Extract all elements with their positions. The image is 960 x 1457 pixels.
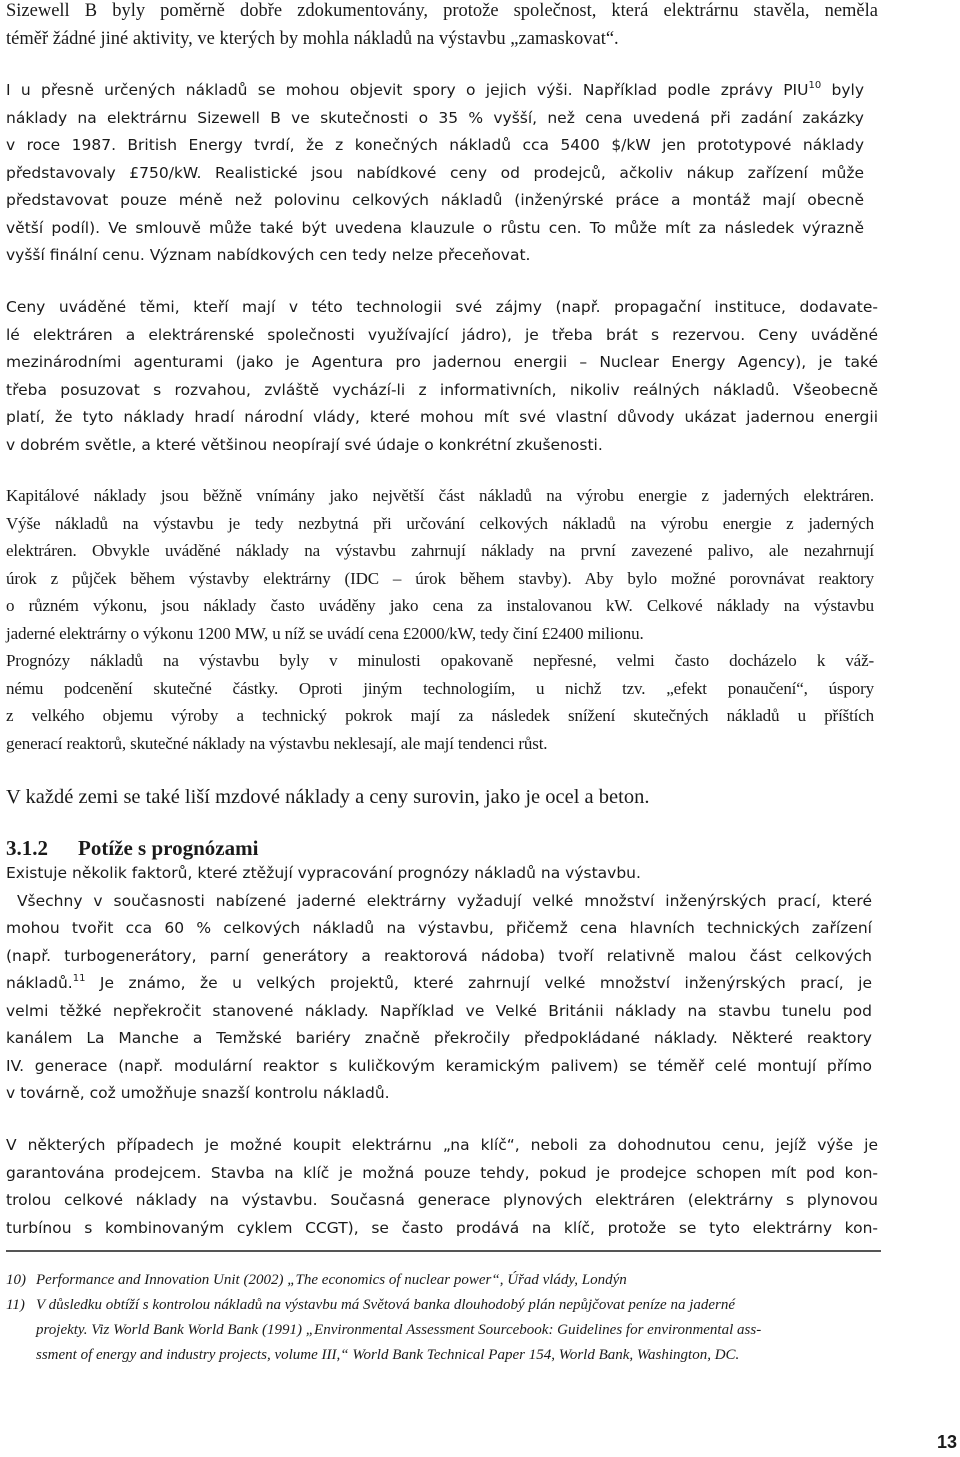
text-line: z velkého objemu výroby a technický pokrok mají za následek snížení skutečných nákladů u příštích — [6, 706, 874, 725]
text-line: nákladů.$^{11}$ Je známo, že u velkých projektů, které zahrnují velké množství inženýrských prací, je — [6, 973, 872, 992]
text-line: trolou celkové náklady na výstavbu. Současná generace plynových elektráren (elektrárny s plynovou — [6, 1191, 878, 1209]
text-line: (např. turbogenerátory, parní generátory a reaktorová nádoba) tvoří relativně malou část celkových — [6, 946, 872, 965]
text-line: představovat pouze méně než polovinu celkových nákladů (inženýrské práce a montáž mají obecně — [6, 191, 864, 209]
text-line: téměř žádné jiné aktivity, ve kterých by mohla nákladů na výstavbu „zamaskovat“. — [6, 28, 619, 49]
text-line: elektráren. Obvykle uváděné náklady na výstavbu zahrnují náklady na první zavezené palivo, ale nezahrnují — [6, 541, 874, 560]
text-line: úrok z půjček během výstavby elektrárny (IDC – úrok během stavby). Aby bylo možné porovnávat reaktory — [6, 568, 874, 588]
footnote-10: 10) Performance and Innovation Unit (2002) „The economics of nuclear power“, Úřad vlády, Londýn — [6, 1272, 627, 1288]
text-line: nému podcenění skutečné částky. Oproti jiným technologiím, u nichž tzv. „efekt ponaučení“, úspory — [6, 678, 874, 698]
footnote-11-continued: projekty. Viz World Bank World Bank (1991) „Environmental Assessment Sourcebook: Guidelines for environmental ass- — [36, 1322, 762, 1338]
text-line: náklady na elektrárnu Sizewell B ve skutečnosti o 35 % vyšší, než cena uvedená při zadání zakázky — [6, 108, 864, 127]
paragraph-5 — [6, 782, 878, 812]
text-line: Ceny uváděné těmi, kteří mají v této technologii své zájmy (např. propagační instituce, dodavate- — [6, 298, 878, 316]
page-number: 13 — [936, 1432, 957, 1452]
text-line: v továrně, což umožňuje snazší kontrolu nákladů. — [6, 1084, 390, 1102]
footnote-11-continued: ssment of energy and industry projects, volume III,“ World Bank Technical Paper 154, World Bank, Washington, DC. — [36, 1347, 740, 1363]
paragraph-2 — [6, 77, 864, 270]
text-line: platí, že tyto náklady hradí národní vlády, které mohou mít své vlastní důvody ukázat jadernou energii — [6, 408, 878, 426]
footnote-11: 11) V důsledku obtíží s kontrolou nákladů na výstavbu má Světová banka dlouhodobý plán nepůjčovat peníze na jaderné — [6, 1297, 736, 1313]
section-number: 3.1.2 — [6, 836, 48, 860]
section-heading — [6, 834, 258, 862]
footnote-divider — [6, 1250, 881, 1252]
text-line: Všechny v současnosti nabízené jaderné elektrárny vyžadují velké množství inženýrských prací, které — [6, 891, 872, 910]
text-line: lé elektráren a elektrárenské společnosti využívající jádro), je třeba brát s rezervou. Ceny uváděné — [6, 325, 878, 344]
footnote-ref-11: 11 — [72, 973, 86, 984]
text-line: V některých případech je možné koupit elektrárnu „na klíč“, neboli za dohodnutou cenu, jejíž výše je — [6, 1136, 878, 1154]
text-line: vyšší finální cenu. Význam nabídkových cen tedy nelze přeceňovat. — [6, 246, 531, 264]
paragraph-1 — [6, 0, 878, 53]
text-line: generací reaktorů, skutečné náklady na výstavbu neklesají, ale mají tendenci růst. — [6, 733, 548, 753]
text-line: Výše nákladů na výstavbu je tedy nezbytná při určování celkových nákladů na výrobu energie z jaderných — [6, 513, 874, 533]
text-line: velmi těžké nepřekročit stanovené náklady. Například ve Velké Británii náklady na stavbu tunelu pod — [6, 1001, 872, 1020]
text-line: o různém výkonu, jsou náklady často uváděny jako cena za instalovanou kW. Celkové náklady na výstavbu — [6, 596, 874, 615]
paragraph-4 — [6, 482, 874, 757]
text-line: jaderné elektrárny o výkonu 1200 MW, u níž se uvádí cena £2000/kW, tedy činí £2400 milionu. — [6, 623, 644, 643]
text-line: garantována prodejcem. Stavba na klíč je možná pouze tehdy, pokud je prodejce schopen mít pod kon- — [6, 1163, 878, 1182]
text-line: mohou tvořit cca 60 % celkových nákladů na výstavbu, přičemž cena hlavních technických zařízení — [6, 919, 872, 937]
text-line: představovaly £750/kW. Realistické jsou nabídkové ceny od prodejců, ačkoliv nákup zařízení může — [6, 163, 864, 182]
text-line: kanálem La Manche a Temžské bariéry značně překročily předpokládané náklady. Některé reaktory — [6, 1029, 872, 1047]
text-line: Sizewell B byly poměrně dobře zdokumentovány, protože společnost, která elektrárnu stavěla, neměla — [6, 1, 878, 21]
text-line: větší podíl). Ve smlouvě může také být uvedena klauzule o růstu cen. To může mít za následek výrazně — [6, 218, 864, 237]
text-line: mezinárodními agenturami (jako je Agentura pro jadernou energii – Nuclear Energy Agency), je také — [6, 353, 878, 371]
text-line: turbínou s kombinovaným cyklem CCGT), se často prodává na klíč, protože se tyto elektrárny kon- — [6, 1218, 878, 1237]
paragraph-6 — [6, 860, 872, 1108]
text-line: V každé zemi se také liší mzdové náklady a ceny surovin, jako je ocel a beton. — [6, 786, 650, 808]
text-line: v dobrém světle, a které většinou neopírají své údaje o konkrétní zkušenosti. — [6, 435, 603, 454]
text-line: v roce 1987. British Energy tvrdí, že z konečných nákladů cca 5400 $/kW jen prototypové náklady — [6, 136, 864, 154]
paragraph-3 — [6, 294, 878, 459]
text-line: Existuje několik faktorů, které ztěžují vypracování prognózy nákladů na výstavbu. — [6, 864, 641, 882]
text-line: IV. generace (např. modulární reaktor s kuličkovým keramickým palivem) se téměř celé montují přímo — [6, 1056, 872, 1075]
footnote-ref-10: 10 — [808, 80, 822, 91]
text-line: I u přesně určených nákladů se mohou objevit spory o jejich výši. Například podle zprávy PIU$^{10}$ byly — [6, 80, 864, 99]
text-line: Prognózy nákladů na výstavbu byly v minulosti opakovaně nepřesné, velmi často docházelo k váž- — [6, 651, 874, 670]
text-line: Kapitálové náklady jsou běžně vnímány jako největší část nákladů na výrobu energie z jaderných elektráren. — [6, 486, 874, 505]
paragraph-7 — [6, 1132, 878, 1242]
text-line: třeba posuzovat s rozvahou, zvláště vychází-li z informativních, nikoliv reálných nákladů. Všeobecně — [6, 380, 878, 399]
section-title: Potíže s prognózami — [78, 836, 259, 860]
footnotes — [6, 1268, 761, 1368]
